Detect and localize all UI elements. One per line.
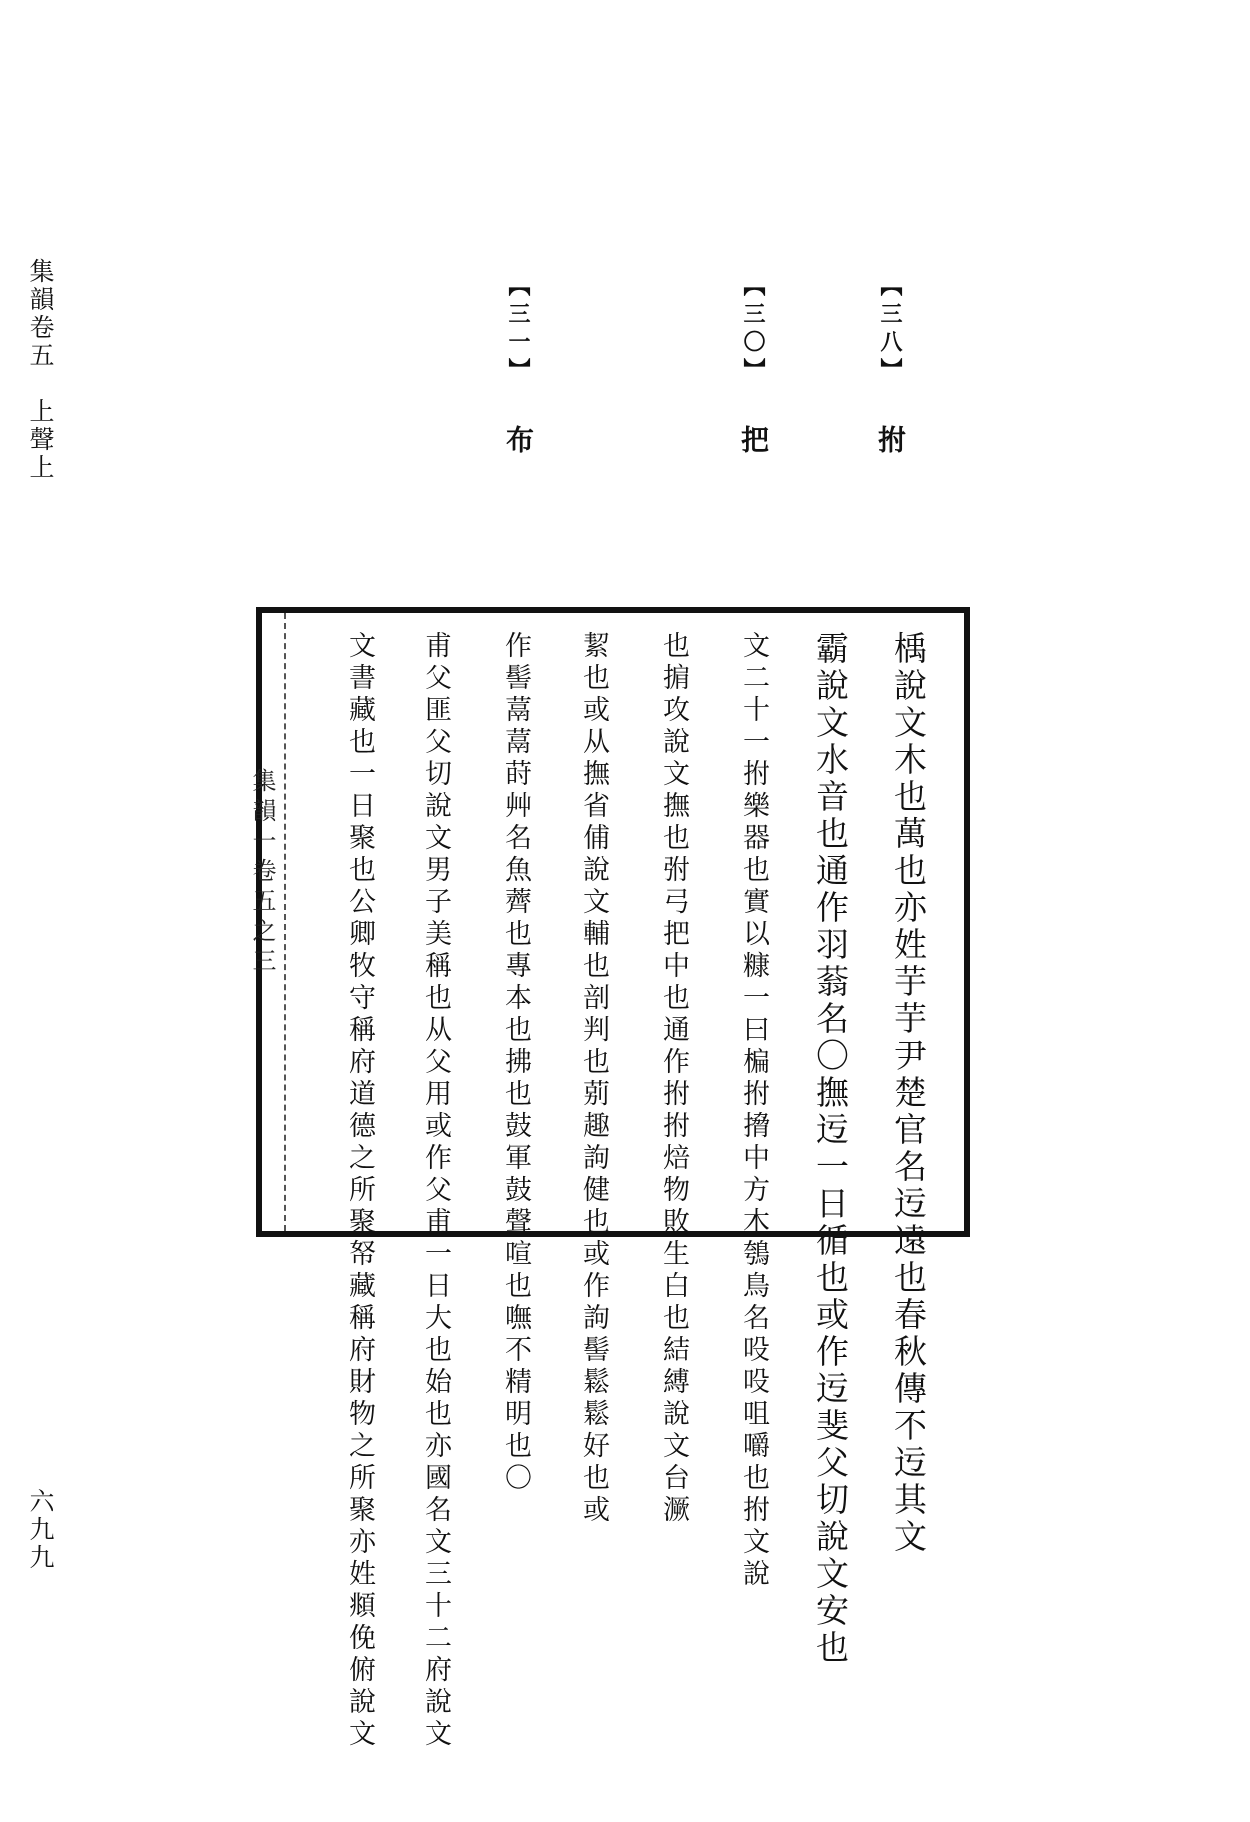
text-column-6: 作髻蒚蒚莳艸名魚薺也專本也拂也鼓軍鼓聲喧也嘸不精明也〇 — [500, 631, 531, 1495]
note-31 — [498, 274, 538, 459]
note-30 — [733, 274, 773, 459]
text-column-1: 楀說文木也萬也亦姓芋芋尹楚官名迃遠也春秋傳不迃其文 — [889, 631, 928, 1556]
text-column-3: 文二十一拊樂器也實以糠一曰楄拊搚中方木鴮鳥名吺吺咀嚼也拊文說 — [738, 631, 769, 1591]
text-column-7: 甫父匪父切說文男子美稱也从父用或作父甫一日大也始也亦國名文三十二府說文 — [420, 631, 451, 1751]
note-char: 把 — [737, 425, 770, 459]
note-mark: 【三〇】 — [740, 274, 766, 386]
note-38 — [870, 274, 910, 459]
text-column-4: 也掮攻說文撫也弣弓把中也通作拊拊焙物敗生白也結縛說文台㵐 — [658, 631, 689, 1527]
note-mark: 【三一】 — [505, 274, 531, 386]
note-char: 布 — [502, 425, 535, 459]
text-column-5: 絜也或从撫省俌說文輔也剖判也莂趣訽健也或作訽髻鬆鬆好也或 — [578, 631, 609, 1527]
note-char: 拊 — [874, 425, 907, 459]
text-frame — [256, 607, 970, 1751]
text-column-8: 文書藏也一日聚也公卿牧守稱府道德之所聚帑藏稱府財物之所聚亦姓頫俛俯說文 — [344, 631, 375, 1751]
margin-page-number: 六九九 — [26, 1488, 55, 1572]
note-mark: 【三八】 — [877, 274, 903, 386]
text-column-2: 霸說文水音也通作羽蓊名〇撫迃一日循也或作迃斐父切說文安也 — [811, 631, 850, 1667]
fold-text: 集韻一卷五之三 — [248, 768, 276, 978]
margin-title: 集韻卷五 上聲上 — [26, 258, 55, 482]
